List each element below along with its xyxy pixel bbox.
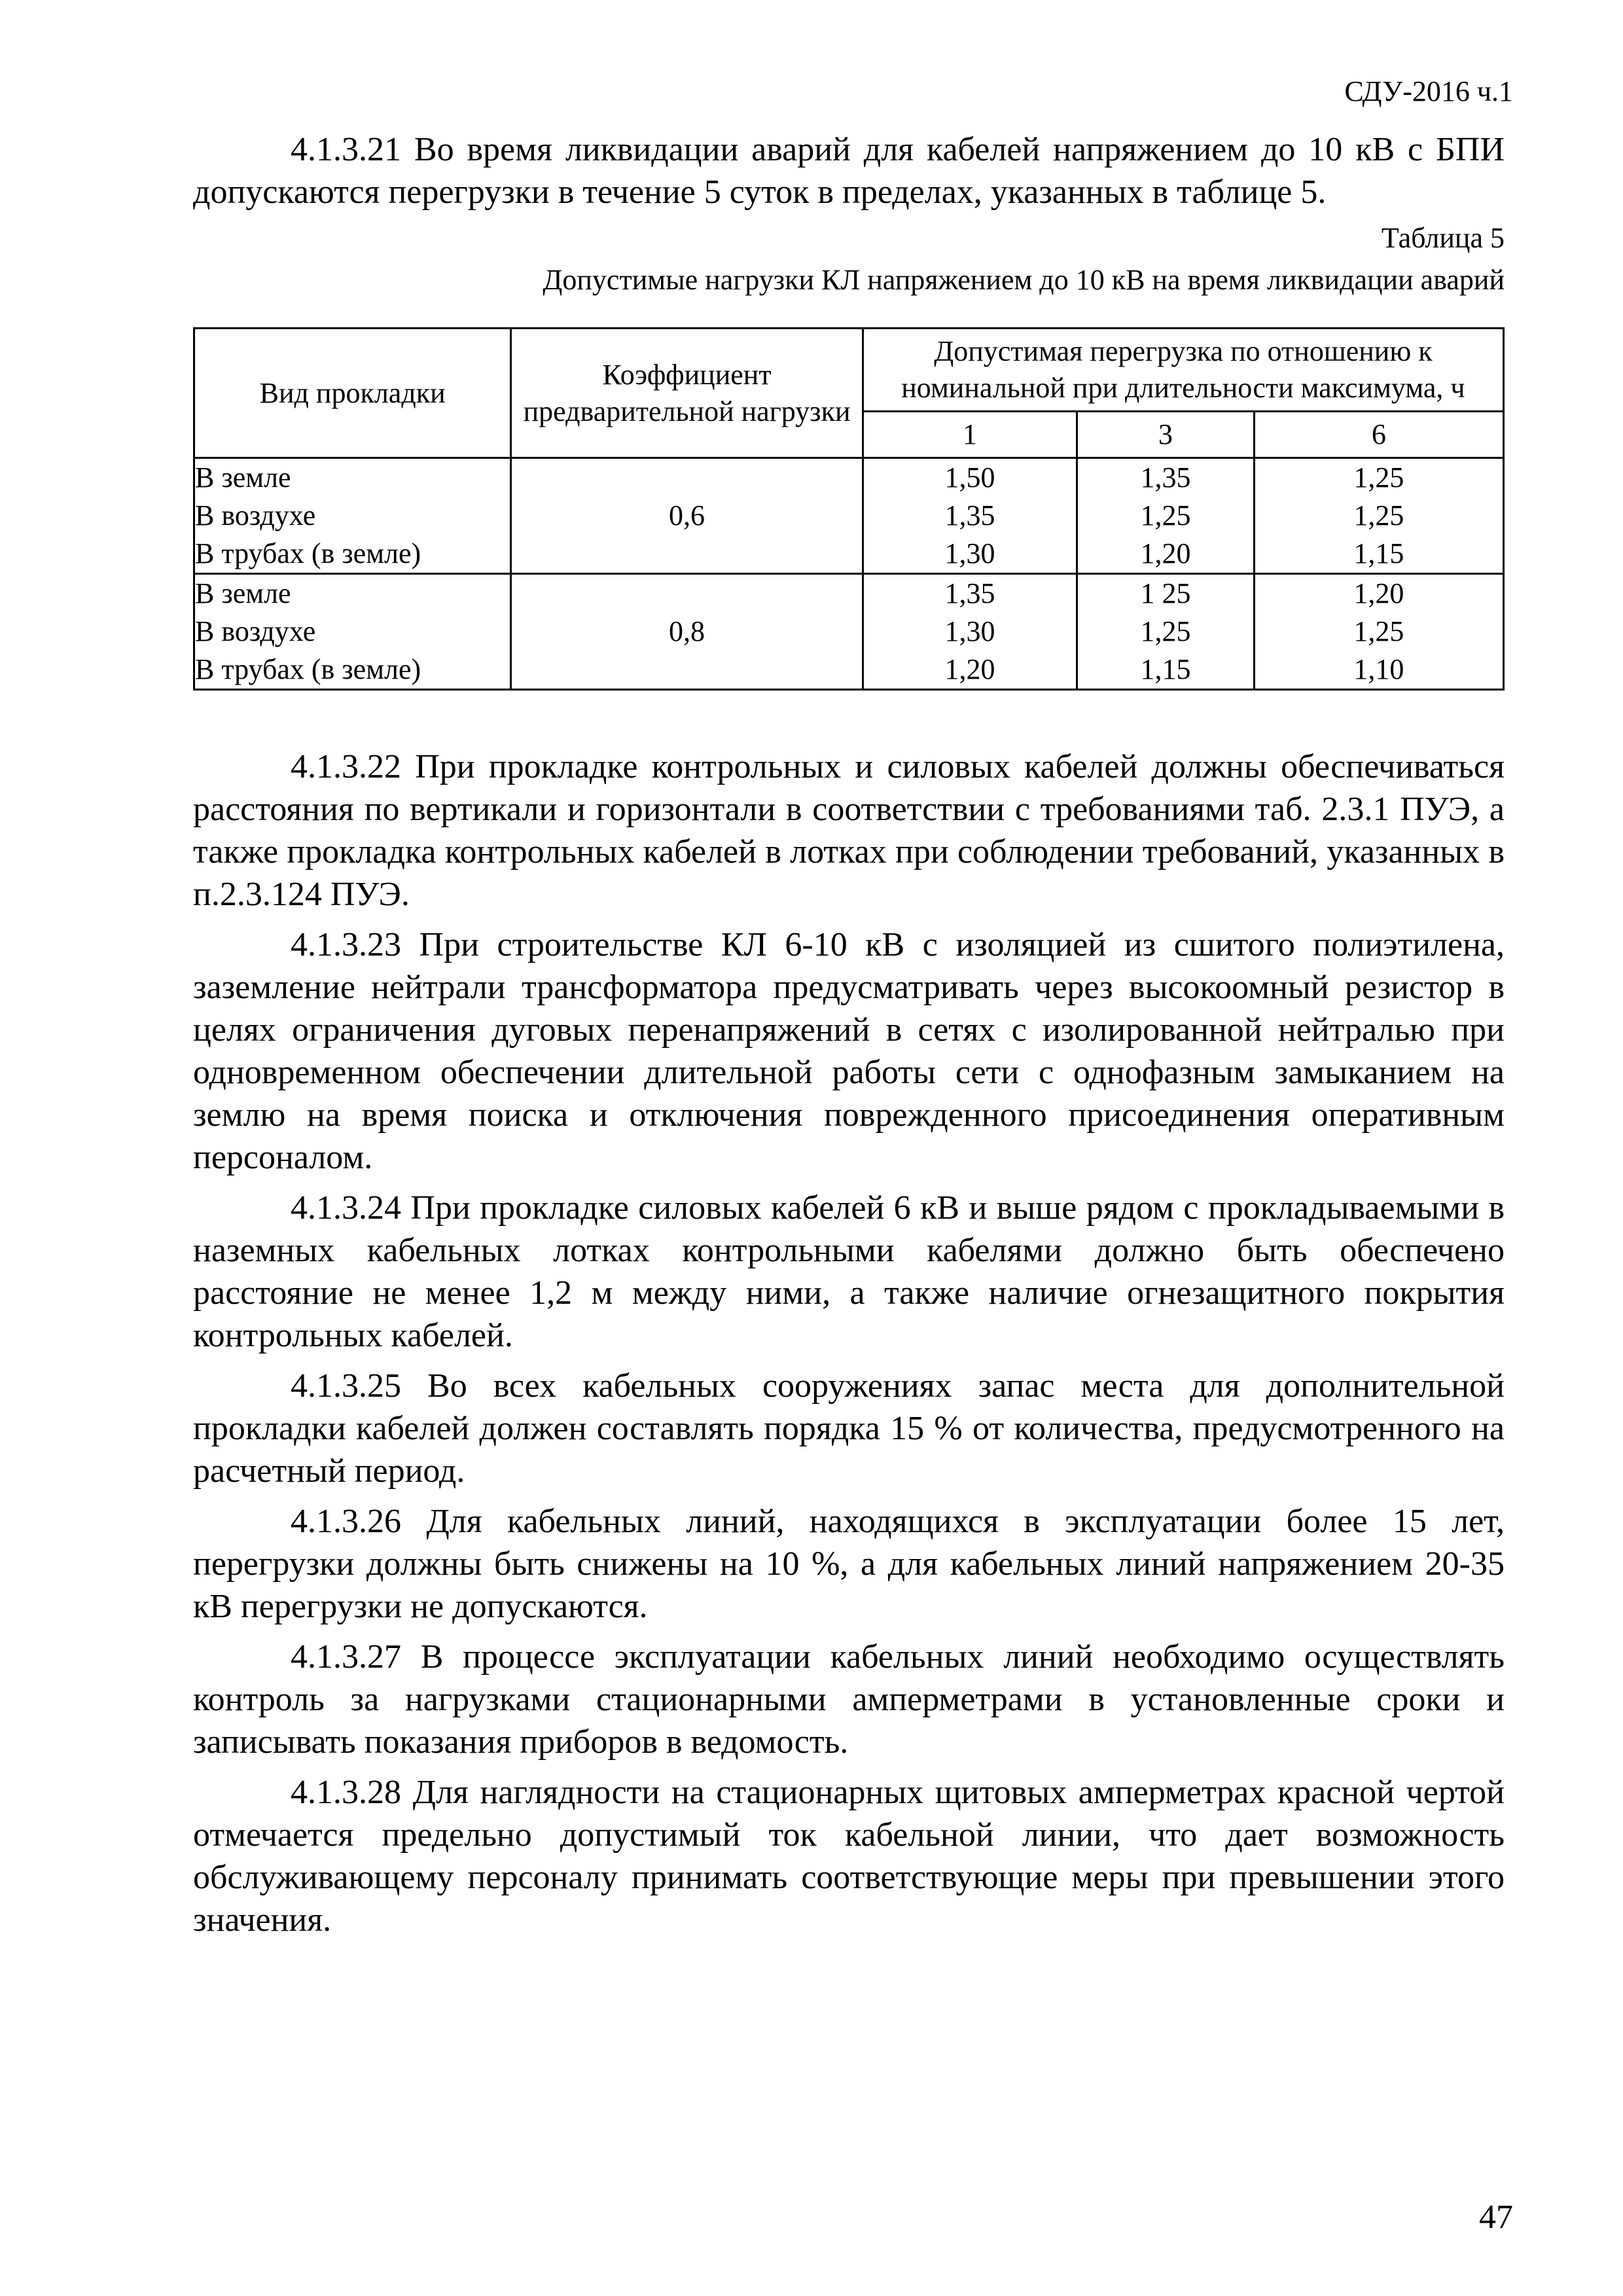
values-6h-cell (1254, 574, 1503, 690)
table-value: 1,25 (1353, 461, 1404, 493)
table-value: 1,25 (1353, 499, 1404, 531)
header-overload-group: Допустимая перегрузка по отношению к номинальной при длительности максимума, ч (863, 329, 1503, 412)
table-value: 1,50 (944, 461, 995, 493)
laying-types-cell (194, 574, 511, 690)
header-duration-1h: 1 (863, 412, 1077, 458)
table-value: 1,25 (1140, 615, 1191, 647)
laying-type: В земле (195, 577, 291, 609)
laying-type: В воздухе (195, 615, 316, 647)
paragraph-4-1-3-23: 4.1.3.23 При строительстве КЛ 6-10 кВ с изоляцией из сшитого полиэтилена, заземление нейтрали трансформатора предусматривать через высокоомный резистор в целях ограничения дуговых перенапряжений в сетях с изолированной нейтралью при одновременном обеспечении длительной работы сети с однофазным замыканием на землю на время поиска и отключения поврежденного присоединения оперативным персоналом. (193, 926, 1505, 1176)
values-6h-cell (1254, 458, 1503, 574)
table-value: 1,30 (944, 537, 995, 569)
values-3h-cell (1077, 574, 1255, 690)
coefficient-cell: 0,8 (511, 574, 863, 690)
table-value: 1,10 (1353, 653, 1404, 685)
paragraphs-section (193, 745, 1505, 1941)
paragraph-4-1-3-21: 4.1.3.21 Во время ликвидации аварий для кабелей напряжением до 10 кВ с БПИ допускаются перегрузки в течение 5 суток в пределах, указанных в таблице 5. (193, 131, 1505, 211)
table-value: 1,20 (1140, 537, 1191, 569)
paragraph-4-1-3-22: 4.1.3.22 При прокладке контрольных и силовых кабелей должны обеспечиваться расстояния по вертикали и горизонтали в соответствии с требованиями таб. 2.3.1 ПУЭ, а также прокладка контрольных кабелей в лотках при соблюдении требований, указанных в п.2.3.124 ПУЭ. (193, 748, 1505, 913)
header-duration-6h: 6 (1254, 412, 1503, 458)
table-value: 1,30 (944, 615, 995, 647)
table-number: Таблица 5 (1381, 222, 1505, 254)
coefficient-cell: 0,6 (511, 458, 863, 574)
header-laying-type: Вид прокладки (194, 329, 511, 458)
paragraph-4-1-3-27: 4.1.3.27 В процессе эксплуатации кабельных линий необходимо осуществлять контроль за нагрузками стационарными амперметрами в установленные сроки и записывать показания приборов в ведомость. (193, 1638, 1505, 1761)
table-value: 1,35 (944, 577, 995, 609)
laying-type: В земле (195, 461, 291, 493)
laying-types-cell (194, 458, 511, 574)
header-duration-3h: 3 (1077, 412, 1255, 458)
paragraph-4-1-3-24: 4.1.3.24 При прокладке силовых кабелей 6 кВ и выше рядом с прокладываемыми в наземных кабельных лотках контрольными кабелями должно быть обеспечено расстояние не менее 1,2 м между ними, а также наличие огнезащитного покрытия контрольных кабелей. (193, 1189, 1505, 1354)
table-value: 1,15 (1353, 537, 1404, 569)
table-value: 1 25 (1140, 577, 1191, 609)
table-row-group-1 (194, 458, 1504, 574)
table-value: 1,15 (1140, 653, 1191, 685)
document-code: СДУ-2016 ч.1 (1344, 75, 1513, 107)
laying-type: В трубах (в земле) (195, 537, 421, 569)
values-1h-cell (863, 574, 1077, 690)
values-3h-cell (1077, 458, 1255, 574)
header-preload-coefficient: Коэффициент предварительной нагрузки (511, 329, 863, 458)
table-row-group-2 (194, 574, 1504, 690)
paragraph-4-1-3-28: 4.1.3.28 Для наглядности на стационарных щитовых амперметрах красной чертой отмечается предельно допустимый ток кабельной линии, что дает возможность обслуживающему персоналу принимать соответствующие меры при превышении этого значения. (193, 1774, 1505, 1939)
table-value: 1,20 (944, 653, 995, 685)
overload-table (193, 327, 1505, 691)
table-value: 1,25 (1353, 615, 1404, 647)
table-title: Допустимые нагрузки КЛ напряжением до 10 кВ на время ликвидации аварий (543, 264, 1505, 296)
table-value: 1,20 (1353, 577, 1404, 609)
paragraph-4-1-3-25: 4.1.3.25 Во всех кабельных сооружениях запас места для дополнительной прокладки кабелей должен составлять порядка 15 % от количества, предусмотренного на расчетный период. (193, 1367, 1505, 1490)
table-value: 1,35 (1140, 461, 1191, 493)
page-content (193, 128, 1505, 1941)
values-1h-cell (863, 458, 1077, 574)
table-value: 1,35 (944, 499, 995, 531)
page-number: 47 (1479, 2198, 1513, 2236)
laying-type: В трубах (в земле) (195, 653, 421, 685)
table-value: 1,25 (1140, 499, 1191, 531)
paragraph-4-1-3-26: 4.1.3.26 Для кабельных линий, находящихся в эксплуатации более 15 лет, перегрузки должны быть снижены на 10 %, а для кабельных линий напряжением 20-35 кВ перегрузки не допускаются. (193, 1503, 1505, 1625)
laying-type: В воздухе (195, 499, 316, 531)
table-header-row (194, 329, 1504, 412)
